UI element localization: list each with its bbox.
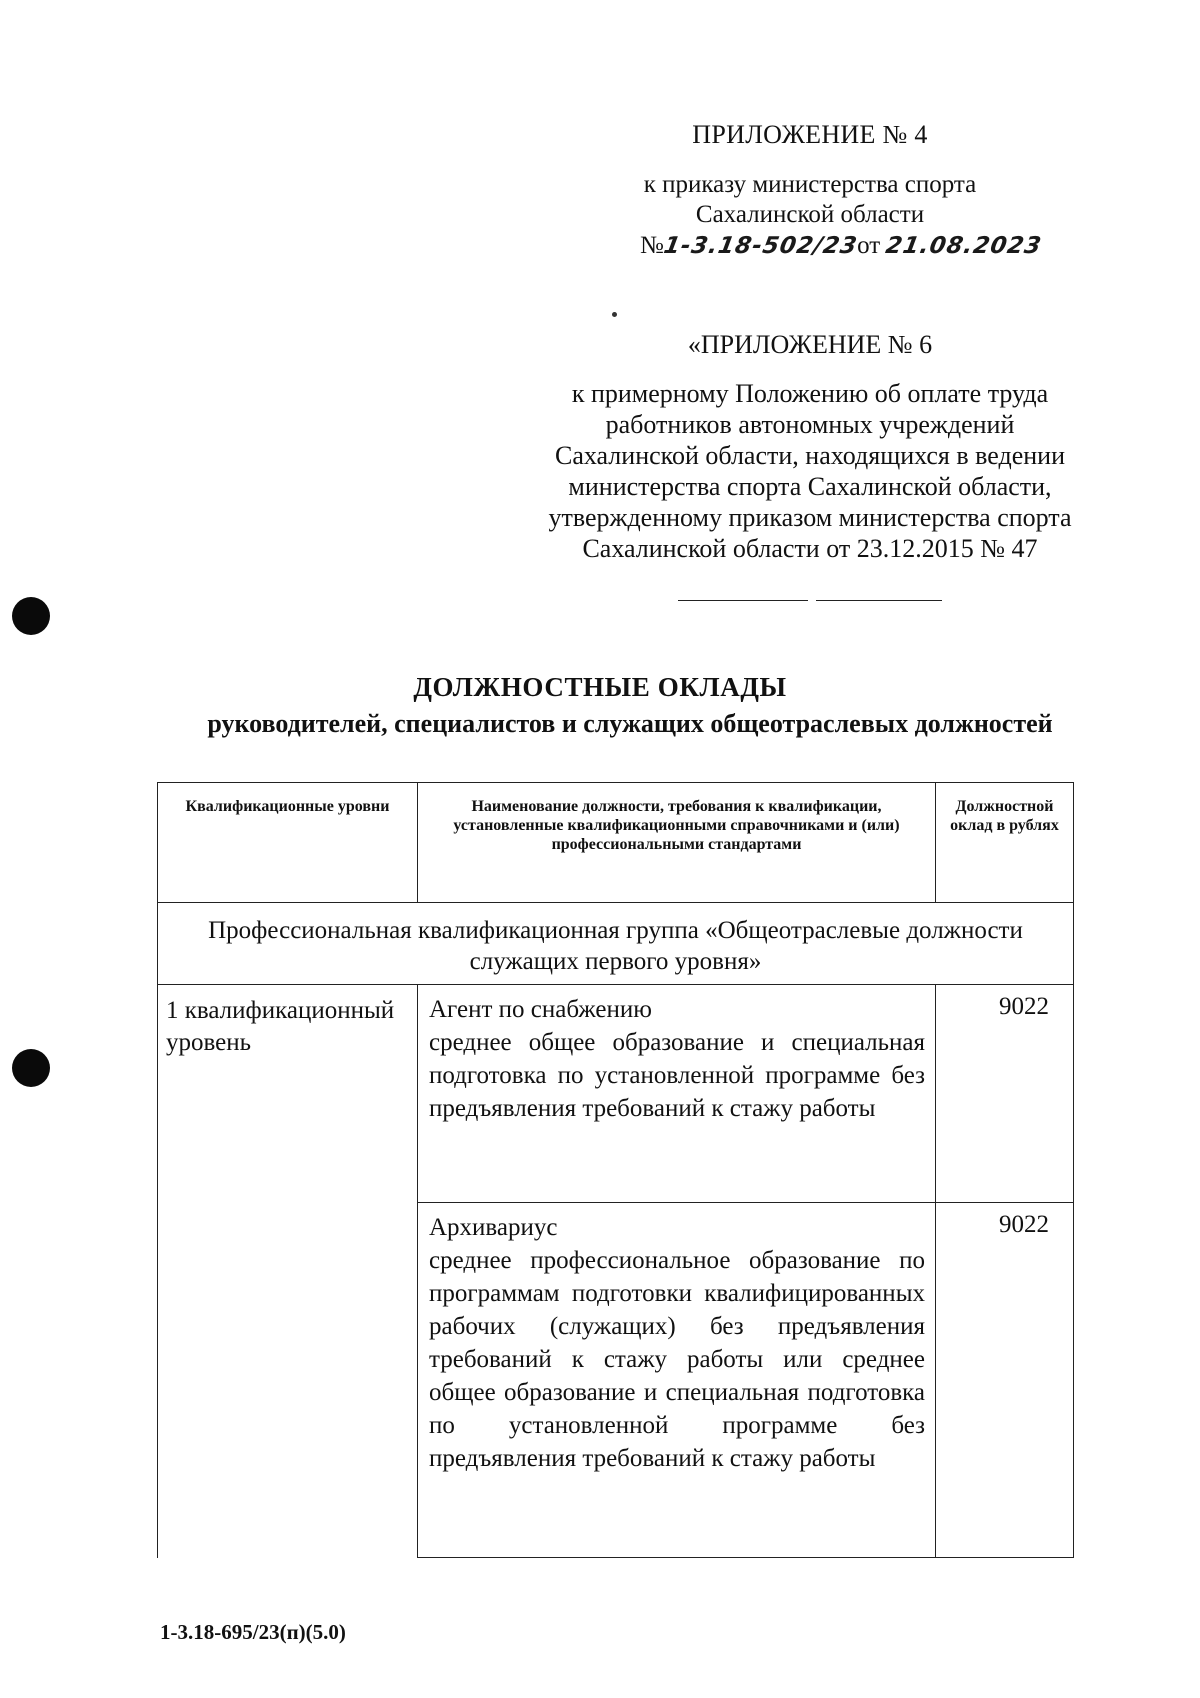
salary-table-wrapper	[157, 782, 1074, 1558]
salary-cell: 9022	[936, 985, 1074, 1203]
table-group-row	[158, 903, 1074, 985]
qualification-level-cell: 1 квалификационный уровень	[158, 985, 418, 1558]
table-header-row	[158, 783, 1074, 903]
scan-dot-mark	[612, 312, 617, 317]
table-row	[158, 985, 1074, 1203]
position-requirements: среднее профессиональное образование по программам подготовки квалифицированных рабочих (служащих) без предъявления требований к стажу работы или среднее общее образование и специальная подготовка по установленной программе без предъявления требований к стажу работы	[429, 1247, 925, 1472]
position-cell	[418, 1203, 936, 1558]
document-title: ДОЛЖНОСТНЫЕ ОКЛАДЫ	[413, 672, 787, 702]
appendix6-title: «ПРИЛОЖЕНИЕ № 6	[687, 330, 933, 359]
punch-hole-bottom	[12, 1049, 50, 1087]
order-number-line	[640, 232, 1045, 260]
header-salary: Должностной оклад в рублях	[936, 783, 1074, 903]
punch-hole-top	[12, 597, 50, 635]
position-requirements: среднее общее образование и специальная подготовка по установленной программе без предъявления требований к стажу работы	[429, 1029, 925, 1122]
appendix4-title: ПРИЛОЖЕНИЕ № 4	[692, 120, 928, 149]
appendix4-line2: Сахалинской области	[695, 201, 925, 228]
appendix4-line1: к приказу министерства спорта	[643, 171, 977, 198]
appendix6-text	[520, 378, 1100, 564]
handwritten-order-date: 21.08.2023	[884, 233, 1045, 259]
position-name: Архивариус	[429, 1214, 558, 1241]
document-subtitle: руководителей, специалистов и служащих общеотраслевых должностей	[207, 709, 1053, 738]
handwritten-order-number: 1-3.18-502/23	[661, 233, 860, 259]
salary-cell: 9022	[936, 1203, 1074, 1558]
position-name: Агент по снабжению	[429, 996, 652, 1023]
professional-group-title: Профессиональная квалификационная группа «Общеотраслевые должности служащих первого уровня»	[158, 903, 1074, 985]
header-position-requirements: Наименование должности, требования к квалификации, установленные квалификационными справочниками и (или) профессиональными стандартами	[418, 783, 936, 903]
appendix6-line: к примерному Положению об оплате труда	[571, 379, 1049, 408]
salary-table	[157, 782, 1074, 1558]
appendix6-line: министерства спорта Сахалинской области,	[568, 472, 1052, 501]
appendix6-line: Сахалинской области, находящихся в ведении	[555, 441, 1065, 470]
separator-line-right	[816, 600, 942, 601]
appendix6-line: утвержденному приказом министерства спорта	[548, 503, 1072, 532]
order-number-prefix: №	[640, 232, 664, 259]
position-cell	[418, 985, 936, 1203]
footer-document-code: 1-3.18-695/23(п)(5.0)	[160, 1620, 346, 1644]
appendix6-line: работников автономных учреждений	[605, 410, 1015, 439]
header-qualification-levels: Квалификационные уровни	[158, 783, 418, 903]
appendix6-line: Сахалинской области от 23.12.2015 № 47	[582, 534, 1038, 563]
separator-line-left	[678, 600, 808, 601]
order-date-prefix: от	[857, 232, 881, 259]
appendix4-order-text	[580, 170, 1040, 230]
